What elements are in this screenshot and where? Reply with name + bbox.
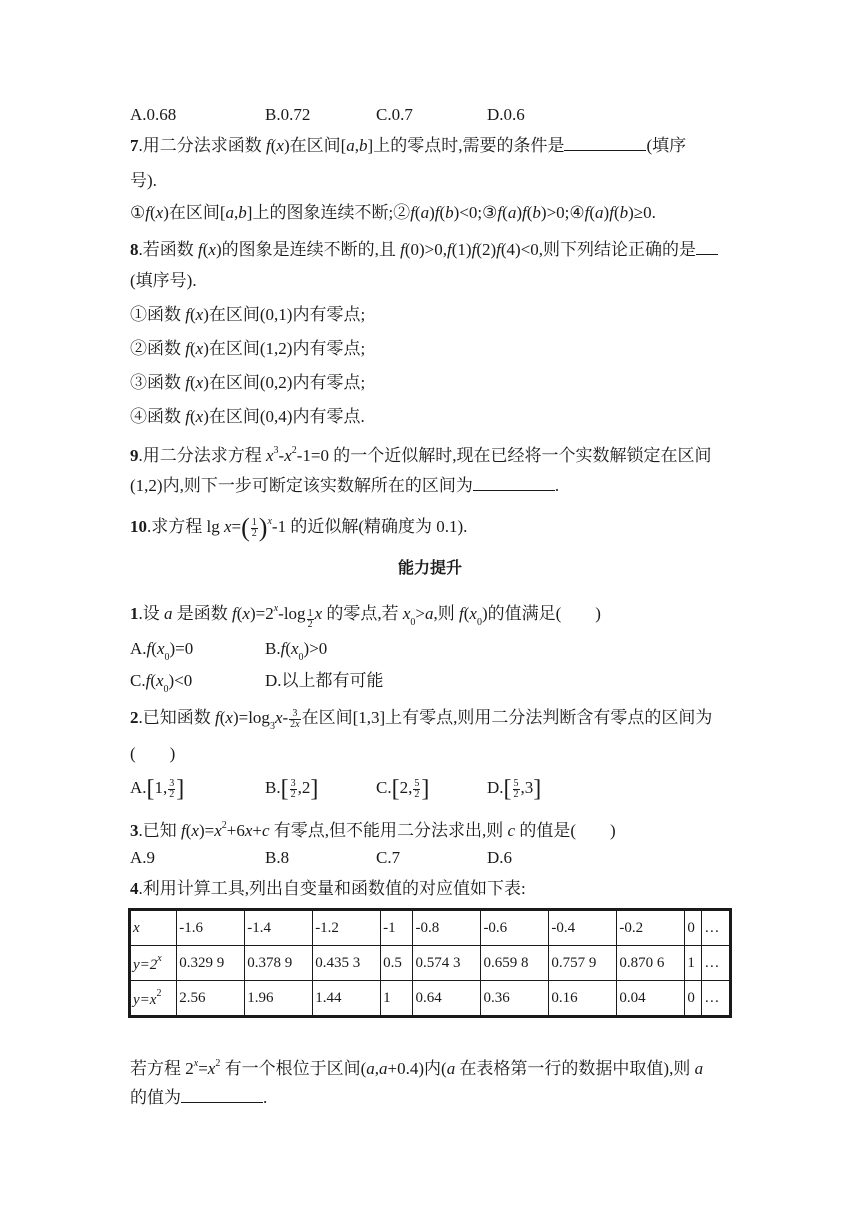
p2-number: 2 [130,708,139,727]
table-row [130,946,731,981]
table-cell: -1 [381,910,413,946]
row-label-y-square: $y=x^2$ [130,981,177,1017]
p2-option-b[interactable]: B.[ $\frac{3}{2}$ ,2] [265,776,319,802]
table-cell: 0.04 [617,981,685,1017]
q6-option-b: B.0.72 [265,105,311,124]
table-cell: 2.56 [177,981,245,1017]
table-cell: -1.2 [313,910,381,946]
q7-number: 7 [130,136,139,155]
table-cell: 0.36 [481,981,549,1017]
p3-number: 3 [130,821,139,840]
q8-item-3: ③函数 f(x)在区间(0,2)内有零点; [130,373,366,392]
table-cell: … [702,981,731,1017]
table-cell: 0.435 3 [313,946,381,981]
q7-conditions: ①f(x)在区间[a,b]上的图象连续不断;②f(a)f(b)<0;③f(a)f(b)>0;④f(a)f(b)≥0. [130,203,656,222]
q8-item-1: ①函数 f(x)在区间(0,1)内有零点; [130,305,366,324]
table-cell: 1.44 [313,981,381,1017]
q8-number: 8 [130,240,139,259]
table-cell: 1 [381,981,413,1017]
q7-stem-cont: 号). [130,171,157,190]
table-row [130,910,731,946]
q9-stem-cont: (1,2)内,则下一步可断定该实数解所在的区间为 . [130,476,560,495]
p1-option-b[interactable]: $B.f(x_0)>0$ [265,639,328,663]
table-cell: -1.4 [245,910,313,946]
table-cell: 0 [685,981,702,1017]
table-cell: 1 [685,946,702,981]
q9-blank[interactable] [473,474,555,491]
table-cell: -0.2 [617,910,685,946]
table-cell: -0.6 [481,910,549,946]
p1-option-d[interactable]: D.以上都有可能 [265,671,384,690]
row-label-y-exp: $y=2^x$ [130,946,177,981]
q8-item-4: ④函数 f(x)在区间(0,4)内有零点. [130,407,365,426]
q7-blank[interactable] [564,134,646,151]
q10-number: 10 [130,517,147,536]
p4-blank[interactable] [181,1086,263,1103]
p2-stem-cont: ( ) [130,744,176,763]
q9-number: 9 [130,446,139,465]
q6-option-a: A.0.68 [130,105,177,124]
q7-stem: 7.用二分法求函数 f(x)在区间[a,b]上的零点时,需要的条件是 (填序 [130,136,687,155]
table-cell: … [702,910,731,946]
table-cell: 0.659 8 [481,946,549,981]
table-cell: 0.329 9 [177,946,245,981]
section-title: 能力提升 [397,558,462,577]
table-cell: 0 [685,910,702,946]
table-cell: 0.64 [413,981,481,1017]
p4-number: 4 [130,879,139,898]
p3-stem: 3.已知 $f(x)=x^2+6x+c$ 有零点,但不能用二分法求出,则 c 的值是( ) [130,820,616,840]
table-cell: 0.378 9 [245,946,313,981]
table-cell: 0.16 [549,981,617,1017]
p3-option-d[interactable]: D.6 [487,848,513,867]
p2-option-d[interactable]: D.[ $\frac{5}{2}$ ,3] [487,776,542,802]
p3-option-b[interactable]: B.8 [265,848,290,867]
q10-stem: 10.求方程 lg x=( $\frac{1}{2}$ )$^x$-1 的近似解(精确度为 0.1). [130,513,468,542]
p4-stem: 4.利用计算工具,列出自变量和函数值的对应值如下表: [130,879,526,898]
p2-stem: 2.已知函数 $f(x)=\log_3x-$ $\frac{3}{2x}$ 在区间[1,3]上有零点,则用二分法判断含有零点的区间为 [130,707,713,732]
table-cell: -0.4 [549,910,617,946]
p4-followup: 若方程 $2^x=x^2$ 有一个根位于区间(a,a+0.4)内(a 在表格第一行的数据中取值),则 a [130,1058,704,1078]
p2-option-a[interactable]: A.[1, $\frac{3}{2}$ ] [130,776,185,802]
table-cell: 0.757 9 [549,946,617,981]
value-table [128,908,732,1018]
table-cell: -1.6 [177,910,245,946]
p1-number: 1 [130,604,139,623]
p2-option-c[interactable]: C.[2, $\frac{5}{2}$ ] [376,776,430,802]
q8-item-2: ②函数 f(x)在区间(1,2)内有零点; [130,339,366,358]
q8-stem-cont: (填序号). [130,271,197,290]
table-cell: … [702,946,731,981]
table-cell: 0.870 6 [617,946,685,981]
q8-blank[interactable] [696,238,718,255]
table-cell: 0.574 3 [413,946,481,981]
p1-stem: 1.设 a 是函数 $f(x)=2^x-\log$ $\frac{1}{2}$ x 的零点,若 $x_0>a$,则 $f(x_0)$的值满足( ) [130,603,601,630]
table-cell: 1.96 [245,981,313,1017]
p1-option-c[interactable]: $C.f(x_0)<0$ [130,671,193,695]
table-cell: 0.5 [381,946,413,981]
p4-followup-cont: 的值为 . [130,1088,268,1107]
q6-option-c: C.0.7 [376,105,413,124]
q6-option-d: D.0.6 [487,105,525,124]
p1-option-a[interactable]: $A.f(x_0)=0$ [130,639,194,663]
table-row [130,981,731,1017]
q9-stem: 9.用二分法求方程 $x^3-x^2-1=0$ 的一个近似解时,现在已经将一个实数解锁定在区间 [130,445,712,465]
p3-option-c[interactable]: C.7 [376,848,401,867]
table-cell: -0.8 [413,910,481,946]
row-label-x: x [130,910,177,946]
q8-stem: 8.若函数 f(x)的图象是连续不断的,且 f(0)>0,f(1)f(2)f(4)<0,则下列结论正确的是 [130,238,730,261]
p3-option-a[interactable]: A.9 [130,848,156,867]
